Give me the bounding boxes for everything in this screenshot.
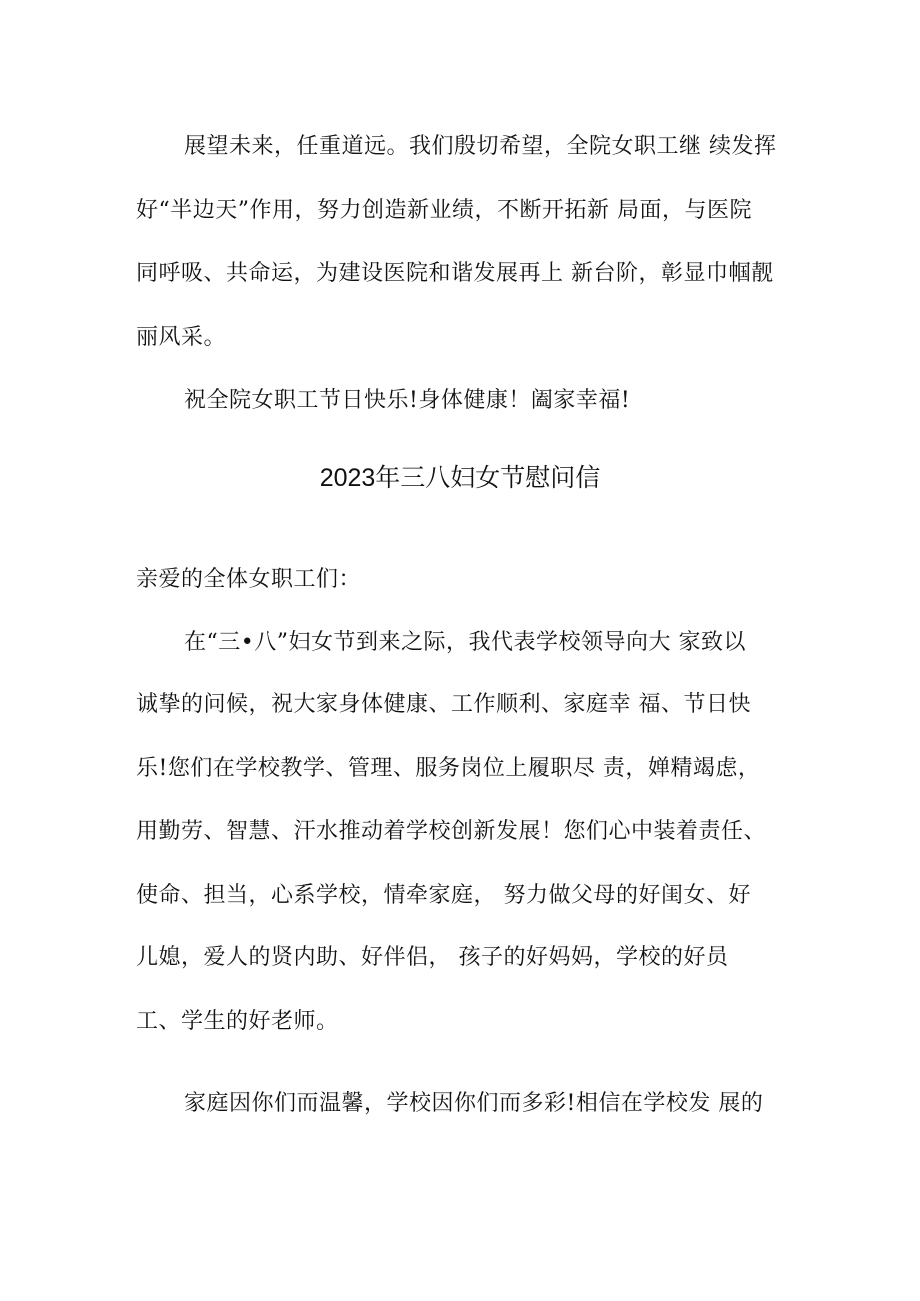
paragraph-one-line-6: 儿媳，爱人的贤内助、好伴侣， 孩子的好妈妈，学校的好员 [136,945,729,970]
paragraph-one-line-1: 在“三•八”妇女节到来之际，我代表学校领导向大 家致以 [184,630,746,655]
closing-wish: 祝全院女职工节日快乐!身体健康！阖家幸福! [184,388,631,413]
paragraph-one-line-7: 工、学生的好老师。 [136,1009,339,1034]
paragraph-one-line-4: 用勤劳、智慧、汗水推动着学校创新发展！您们心中装着责任、 [136,819,767,844]
paragraph-one-line-3: 乐!您们在学校教学、管理、服务岗位上履职尽 责，婵精竭虑， [136,756,761,781]
paragraph-one-line-2: 诚挚的问候，祝大家身体健康、工作顺利、家庭幸 福、节日快 [136,692,751,717]
intro-paragraph-line-1: 展望未来，任重道远。我们殷切希望，全院女职工继 续发挥 [184,134,777,159]
letter-title: 2023年三八妇女节慰问信 [319,464,601,492]
intro-paragraph-line-3: 同呼吸、共命运，为建设医院和谐发展再上 新台阶，彰显巾帼靓 [136,261,774,286]
intro-paragraph-line-4: 丽风采。 [136,325,227,350]
salutation: 亲爱的全体女职工们： [136,567,362,592]
paragraph-one-line-5: 使命、担当，心系学校，情牵家庭， 努力做父母的好闺女、好 [136,883,751,908]
intro-paragraph-line-2: 好“半边天”作用，努力创造新业绩，不断开拓新 局面，与医院 [136,198,752,223]
paragraph-two-line-1: 家庭因你们而温馨，学校因你们而多彩!相信在学校发 展的 [184,1091,764,1116]
